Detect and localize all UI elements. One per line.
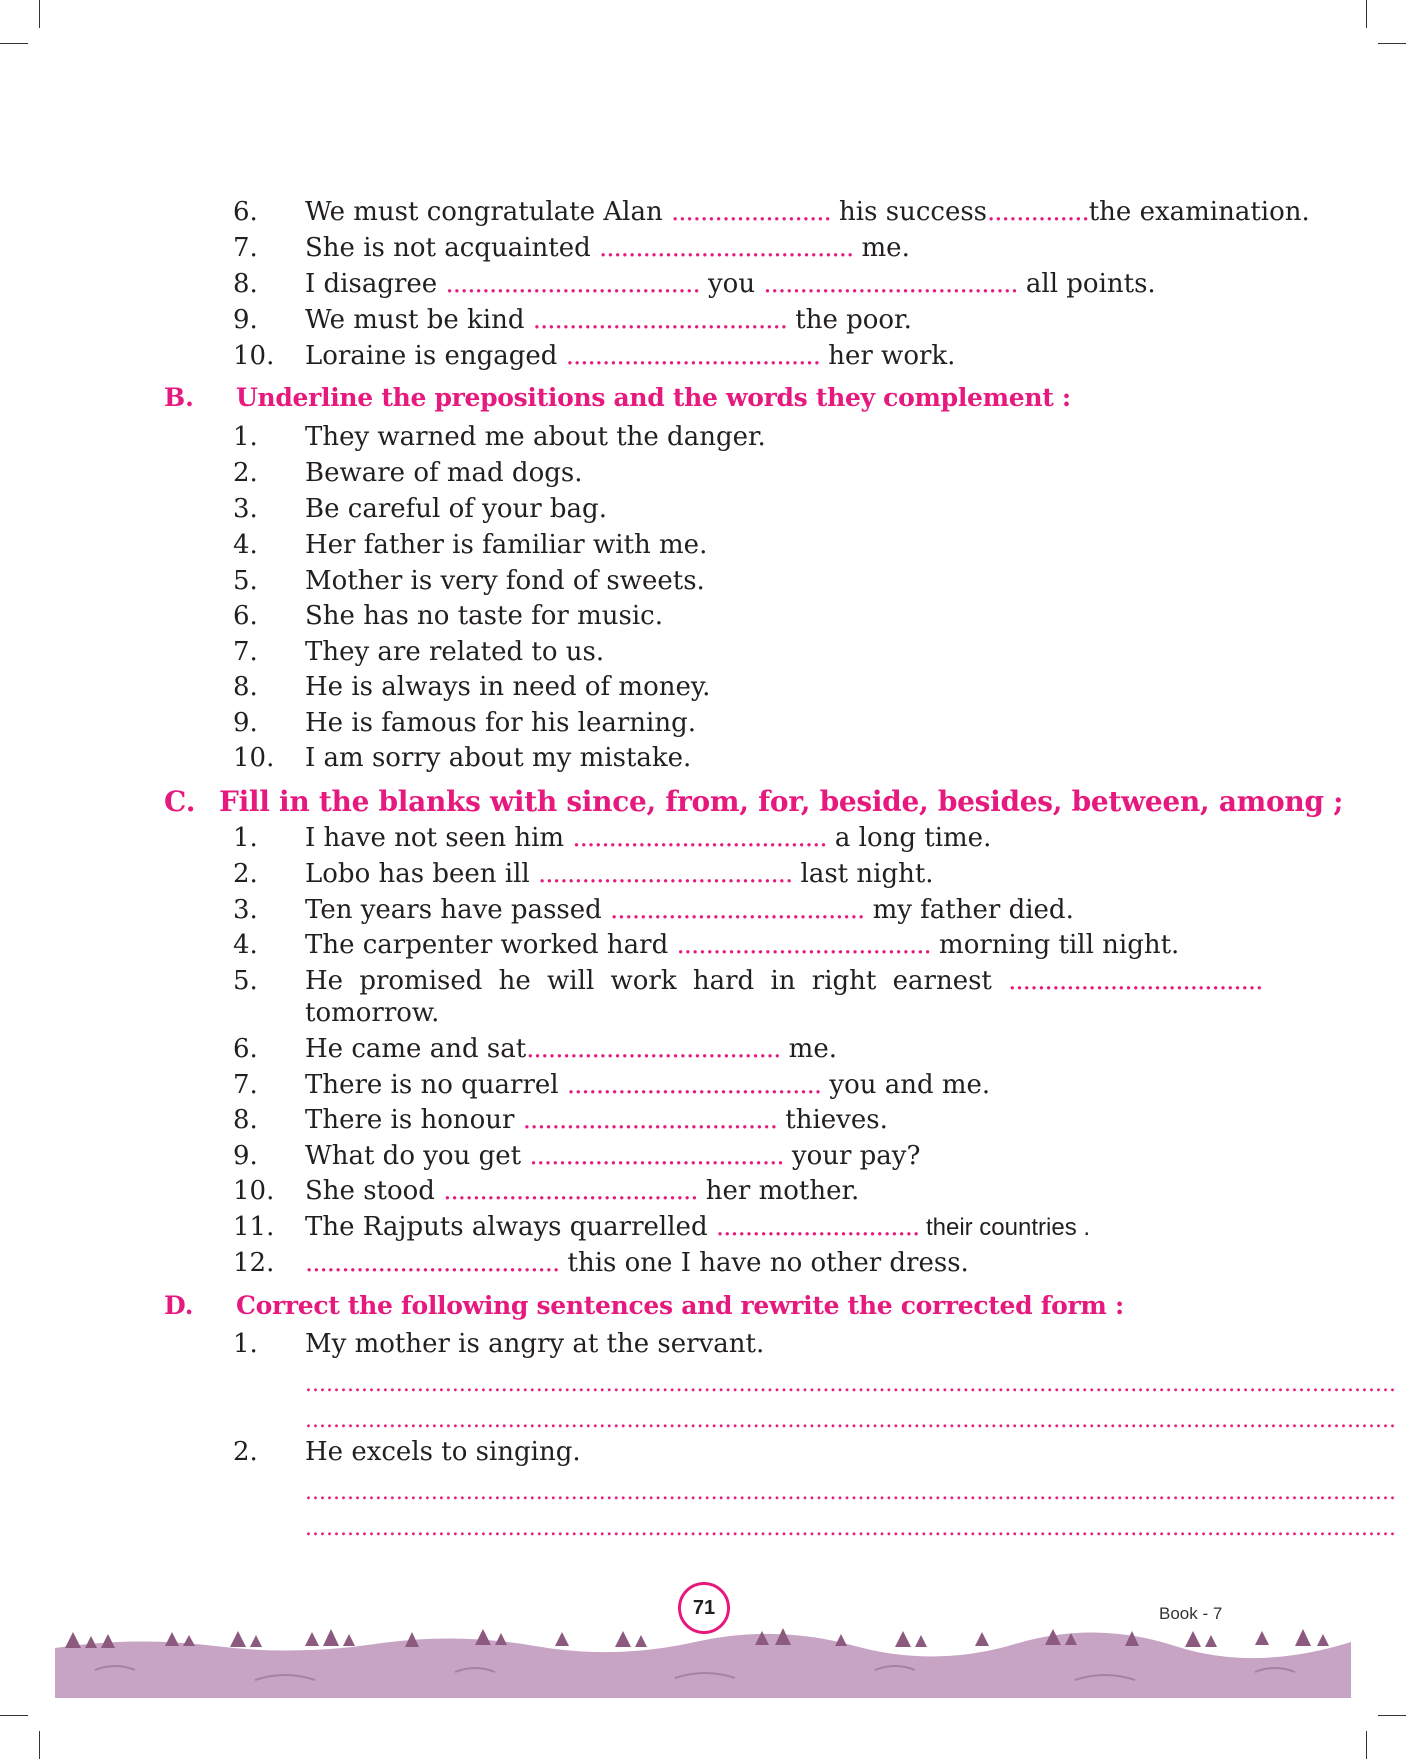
blank: ................................... (537, 859, 793, 889)
blank: ................................... (522, 1105, 777, 1135)
blank: ...................... (670, 197, 831, 227)
answer-line: ............................................................................................................................................................ (305, 1516, 1396, 1541)
section-b-title: Underline the prepositions and the words they complement : (236, 383, 1071, 412)
exercise-item-continuation: tomorrow. (305, 998, 440, 1028)
crop-mark (1366, 1731, 1367, 1759)
blank: ................................... (529, 1141, 784, 1171)
blank: .............. (987, 197, 1089, 227)
section-c-title: Fill in the blanks with since, from, for, beside, besides, between, among ; (219, 785, 1344, 818)
answer-line: ............................................................................................................................................................ (305, 1480, 1396, 1505)
crop-mark (0, 1715, 28, 1716)
page-number-badge: 71 (678, 1582, 730, 1634)
crop-mark (39, 1731, 40, 1759)
section-d-letter: D. (164, 1291, 194, 1320)
blank: ................................... (566, 1070, 822, 1100)
blank: ................................... (526, 1034, 781, 1064)
crop-mark (1366, 0, 1367, 28)
blank: ................................... (676, 930, 931, 960)
crop-mark (0, 43, 28, 44)
blank: ............................ (715, 1212, 920, 1242)
blank: ................................... (443, 1176, 698, 1206)
blank: ................................... (532, 305, 787, 335)
blank: ................................... (445, 269, 700, 299)
section-b-letter: B. (164, 383, 194, 412)
section-c-letter: C. (164, 785, 196, 818)
blank: ................................... (763, 269, 1018, 299)
blank: ................................... (565, 341, 820, 371)
blank: ................................... (572, 823, 827, 853)
blank: ................................... (610, 895, 865, 925)
crop-mark (39, 0, 40, 28)
answer-line: ............................................................................................................................................................ (305, 1408, 1396, 1433)
crop-mark (1378, 43, 1406, 44)
answer-line: ............................................................................................................................................................ (305, 1372, 1396, 1397)
blank: ................................... (305, 1248, 560, 1278)
crop-mark (1378, 1715, 1406, 1716)
blank: ................................... (1008, 966, 1263, 996)
section-d-title: Correct the following sentences and rewrite the corrected form : (236, 1291, 1124, 1320)
blank: ................................... (599, 233, 854, 263)
book-label: Book - 7 (1159, 1604, 1223, 1623)
